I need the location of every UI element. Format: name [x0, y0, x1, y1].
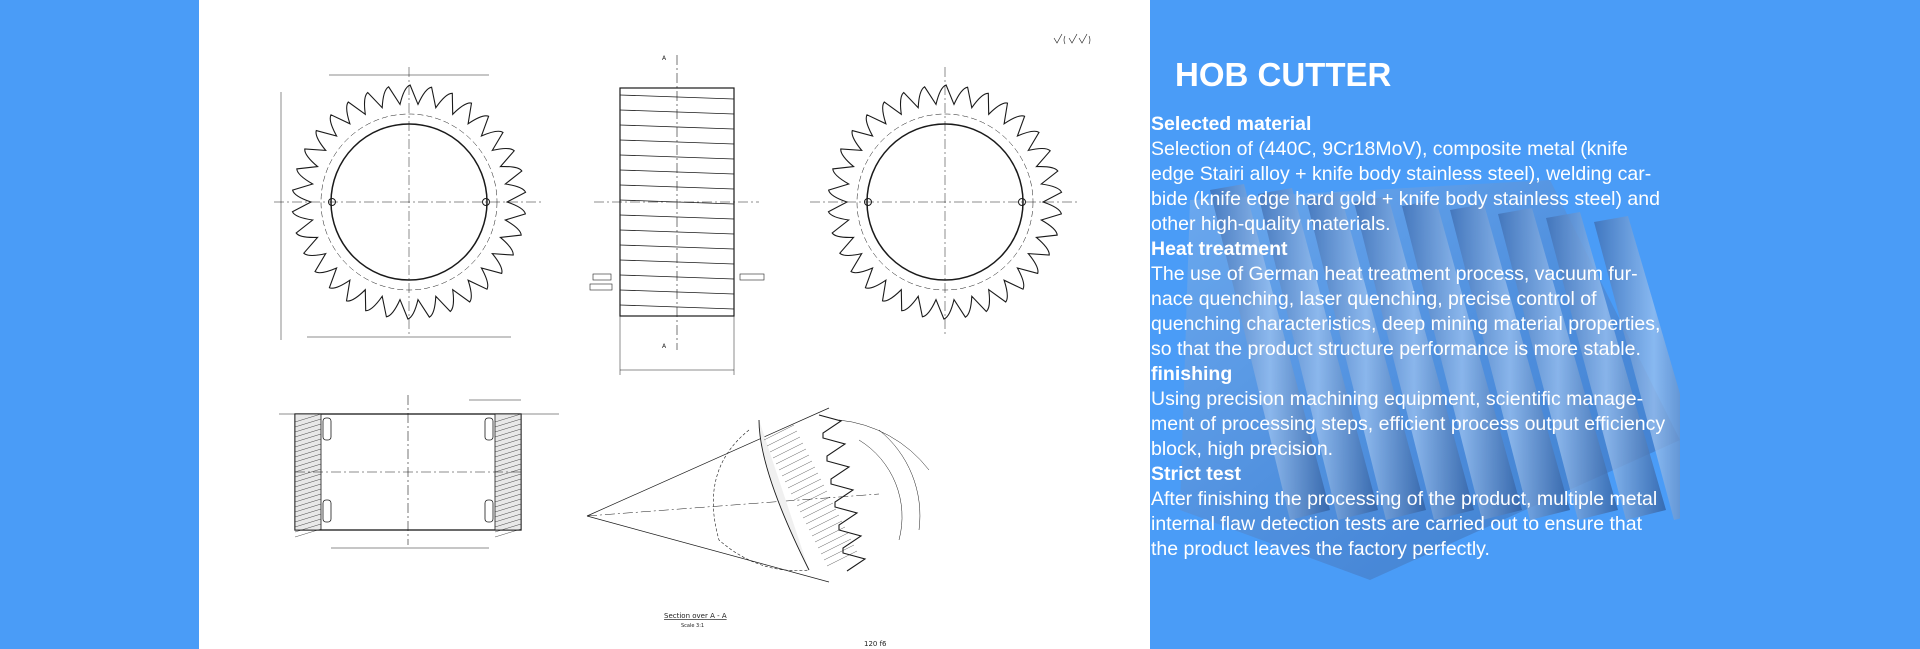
section-text-strict-test: After finishing the processing of the product, multiple metal internal flaw detection tests are carried out to ensure that the product leaves the factory perfectly. [1151, 488, 1658, 560]
section-marker-bottom: A [662, 343, 667, 350]
hatch-line [764, 425, 794, 440]
hatch-line [785, 467, 815, 482]
hatch-line [770, 437, 800, 452]
front-view-gear [274, 67, 544, 340]
info-body [1151, 112, 1671, 562]
hatch-line [773, 443, 803, 458]
hatch-line [782, 461, 812, 476]
technical-drawing [199, 0, 1150, 649]
hatch-line [812, 521, 842, 536]
hatch-line [803, 503, 833, 518]
hatch-line [788, 473, 818, 488]
hatch-line [800, 497, 830, 512]
hatch-line [776, 449, 806, 464]
hatch-line [779, 455, 809, 470]
hatch-line [767, 431, 797, 446]
bottom-dimension: 120 f6 [864, 640, 887, 648]
slot [485, 418, 493, 440]
scale-label: Scale 3:1 [681, 623, 705, 629]
rear-view-gear [810, 67, 1080, 337]
section-caption [664, 612, 887, 648]
drawing-svg [199, 0, 1150, 649]
section-text-heat-treatment: The use of German heat treatment process, vacuum fur-nace quenching, laser quenching, precise control of quenching characteristics, deep mining material properties, so that the product structure performance is more stable. [1151, 263, 1661, 360]
section-text-material: Selection of (440C, 9Cr18MoV), composite metal (knife edge Stairi alloy + knife body stainless steel), welding car-bide (knife edge hard gold + knife body stainless steel) and other high-quality materials. [1151, 138, 1660, 235]
section-heading-material: Selected material [1151, 113, 1312, 135]
hatch-line [791, 479, 821, 494]
hatch-line [815, 527, 845, 542]
surface-finish-symbol [1054, 34, 1090, 44]
side-view-cylinder [594, 55, 759, 375]
section-heading-heat-treatment: Heat treatment [1151, 238, 1288, 260]
slot [323, 418, 331, 440]
cross-section-view [279, 395, 559, 548]
section-marker-top: A [662, 55, 667, 62]
section-label: Section over A - A [664, 612, 727, 620]
hatch-line [821, 539, 851, 554]
hatch-line [806, 509, 836, 524]
slot [323, 500, 331, 522]
slot [485, 500, 493, 522]
section-heading-strict-test: Strict test [1151, 463, 1241, 485]
hatch-line [794, 485, 824, 500]
page-title: HOB CUTTER [1175, 56, 1392, 93]
hatch-line [818, 533, 848, 548]
hatch-line [809, 515, 839, 530]
section-text-finishing: Using precision machining equipment, scientific manage-ment of processing steps, efficient process output efficiency block, high precision. [1151, 388, 1666, 460]
tooth-profile-detail [587, 408, 929, 582]
hatch-line [827, 551, 857, 566]
hatch-line [824, 545, 854, 560]
section-heading-finishing: finishing [1151, 363, 1233, 385]
